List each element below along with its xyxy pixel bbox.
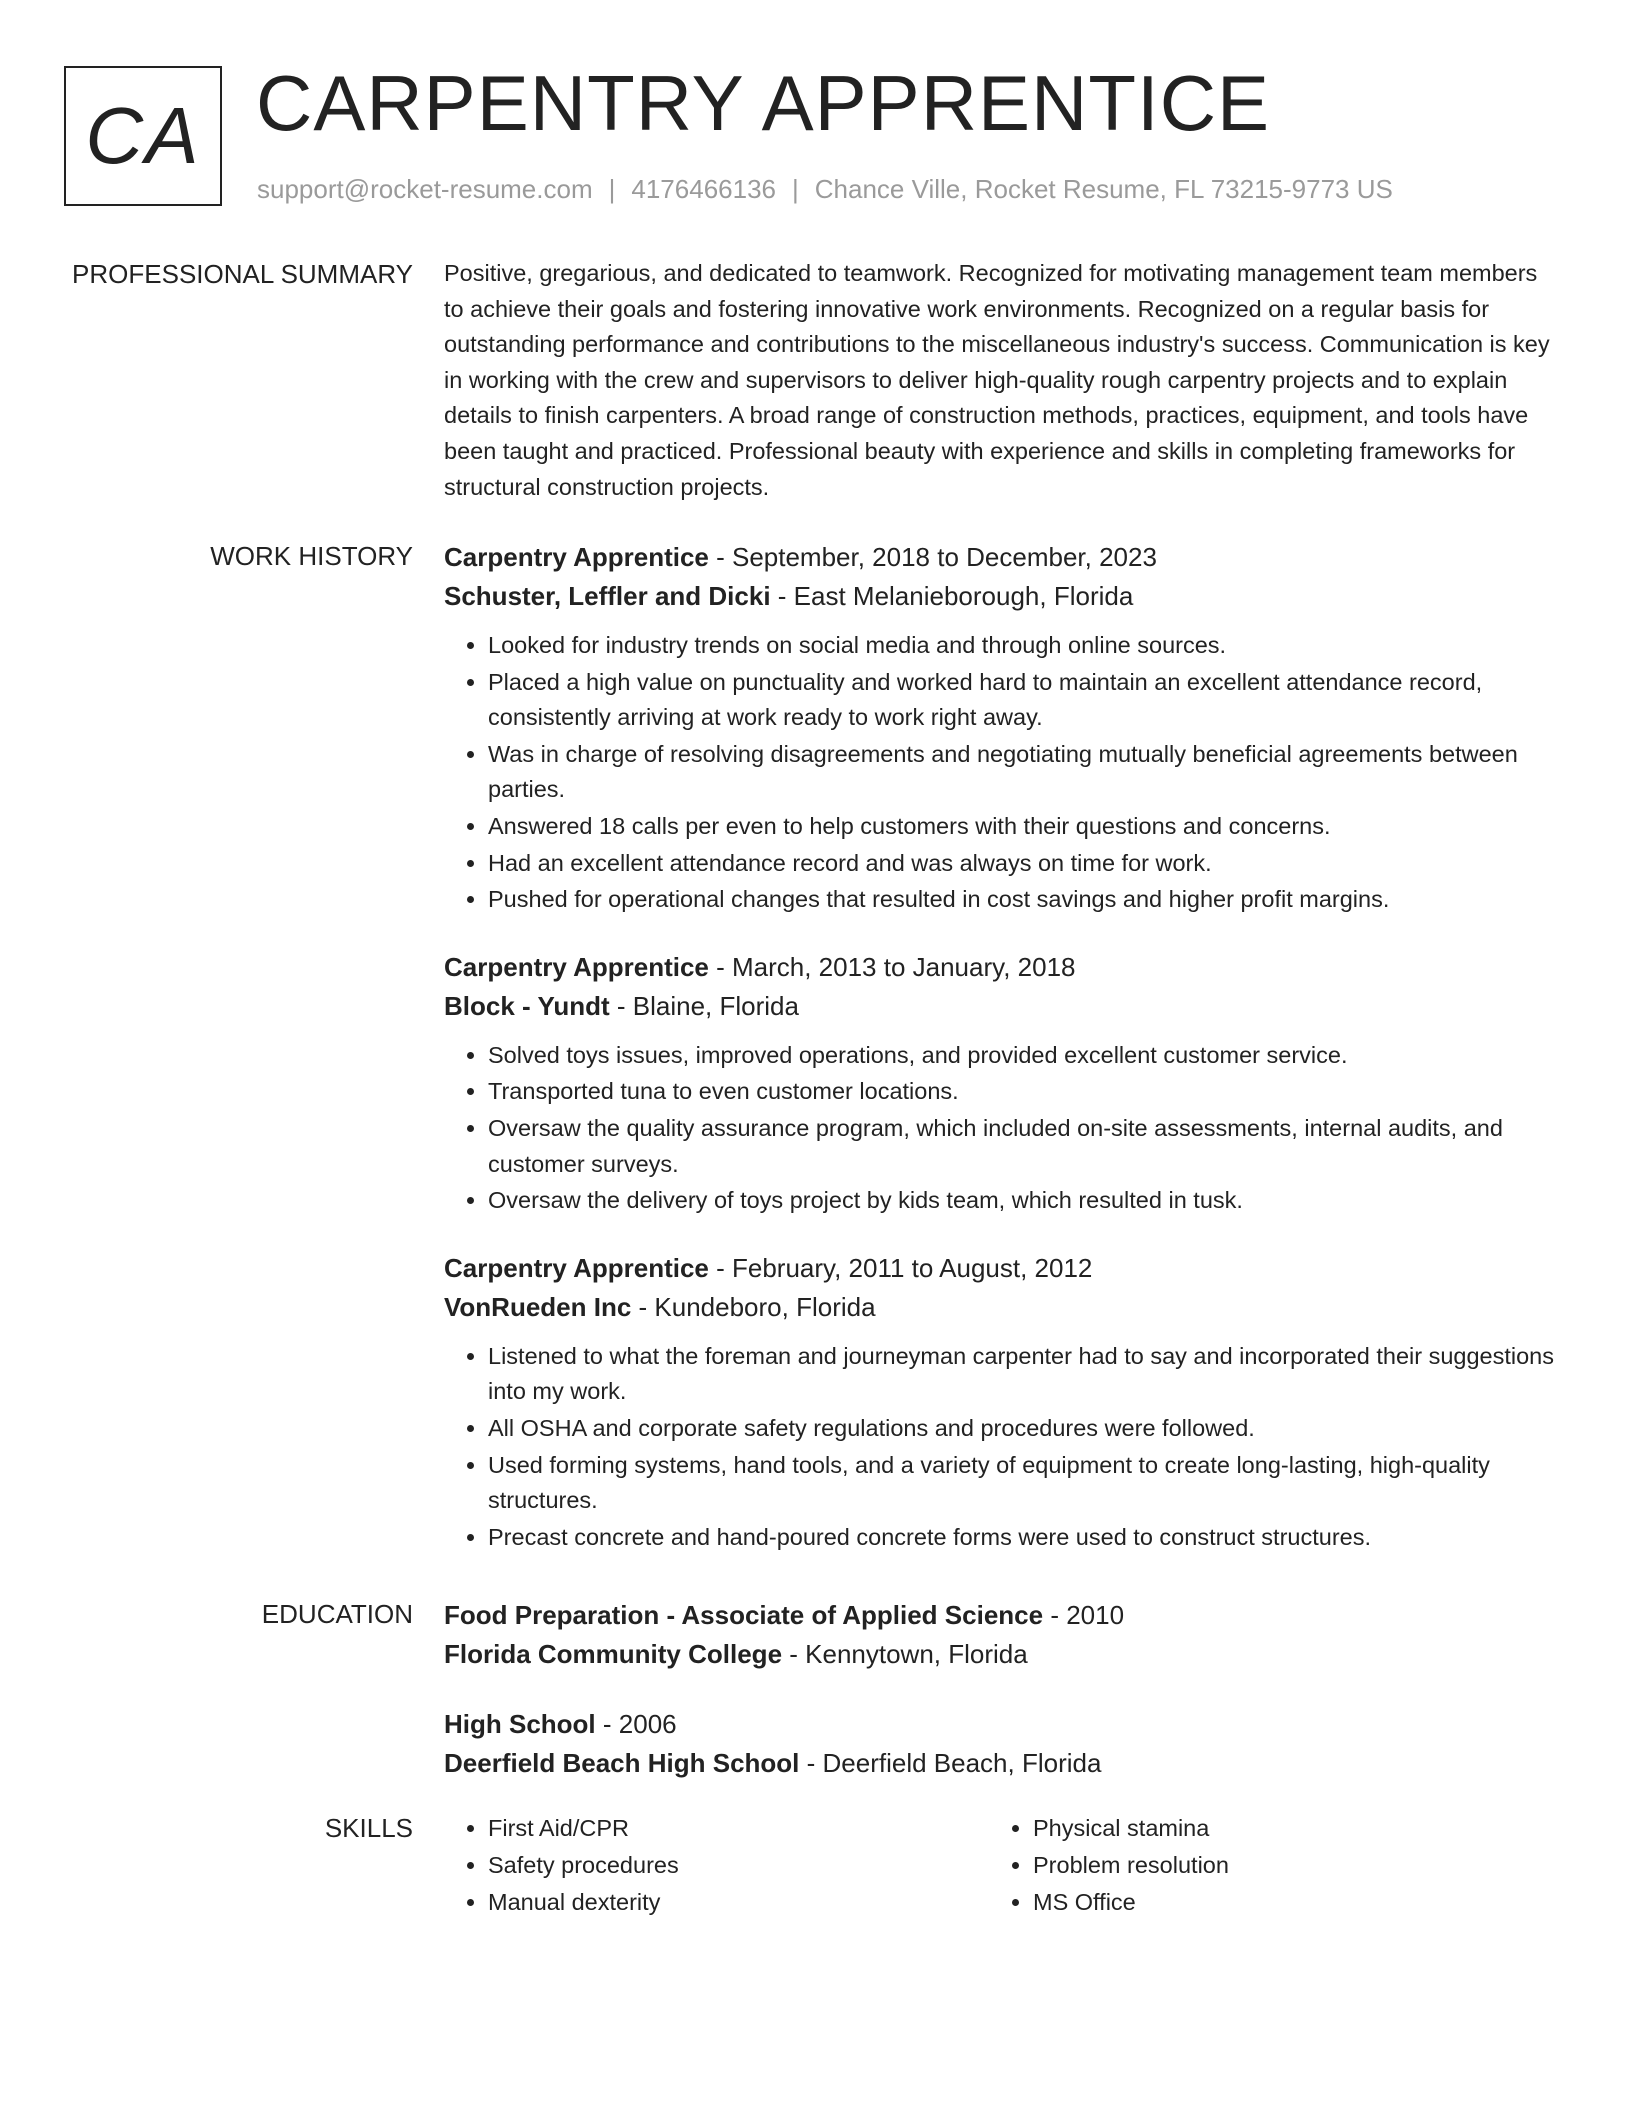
job-company-line [444,577,1554,616]
skills-grid [444,1810,1554,1921]
job-title-line [444,538,1554,577]
job-entry [444,948,1554,1219]
job-bullet: • All OSHA and corporate safety regulations and procedures were followed. [488,1411,1554,1447]
job-title-line [444,948,1554,987]
skills-body [444,1810,1554,1921]
job-company: Schuster, Leffler and Dicki [444,581,771,611]
job-bullet: • Used forming systems, hand tools, and a variety of equipment to create long-lasting, high-quality structures. [488,1448,1554,1519]
skill-item: • Physical stamina [1033,1810,1534,1847]
education-location: - Kennytown, Florida [782,1639,1028,1669]
education-school-line [444,1635,1554,1674]
job-bullet: • Precast concrete and hand-poured concrete forms were used to construct structures. [488,1520,1554,1556]
job-dates: - September, 2018 to December, 2023 [708,542,1157,572]
education-year: - 2006 [595,1709,677,1739]
job-dates: - March, 2013 to January, 2018 [708,951,1076,982]
section-label-education: EDUCATION [261,1599,413,1629]
job-title: Carpentry Apprentice [444,1252,709,1283]
skills-list [444,1810,989,1921]
job-bullets [444,1339,1554,1556]
skills-column-right [989,1810,1534,1921]
education-school: Florida Community College [444,1639,783,1669]
education-school: Deerfield Beach High School [444,1748,800,1778]
job-bullet: • Listened to what the foreman and journeyman carpenter had to say and incorporated their suggestions into my work. [488,1339,1554,1410]
job-entry [444,1249,1554,1556]
education-degree: High School [444,1709,596,1739]
work-history-body [444,538,1554,1556]
job-entry [444,538,1554,918]
job-bullet: • Had an excellent attendance record and was always on time for work. [488,846,1554,882]
skill-item: • First Aid/CPR [488,1810,989,1847]
job-bullet: • Looked for industry trends on social media and through online sources. [488,628,1554,664]
job-location: - Kundeboro, Florida [631,1291,876,1322]
skill-item: • MS Office [1033,1884,1534,1921]
monogram-logo: CA [64,66,222,206]
job-bullet: • Solved toys issues, improved operations, and provided excellent customer service. [488,1038,1554,1074]
summary-body [444,256,1554,505]
education-location: - Deerfield Beach, Florida [799,1748,1102,1778]
education-degree-line [444,1705,1554,1744]
job-bullet: • Pushed for operational changes that resulted in cost savings and higher profit margins. [488,882,1554,918]
job-dates: - February, 2011 to August, 2012 [708,1252,1093,1283]
contact-line [257,174,1393,204]
skill-item: • Problem resolution [1033,1847,1534,1884]
job-bullets [444,1038,1554,1219]
job-bullet: • Was in charge of resolving disagreements and negotiating mutually beneficial agreements between parties. [488,737,1554,808]
education-entry [444,1596,1554,1674]
contact-separator: | [608,174,616,204]
skill-item: • Safety procedures [488,1847,989,1884]
contact-address: Chance Ville, Rocket Resume, FL 73215-9773 US [814,174,1393,204]
skills-column-left [444,1810,989,1921]
job-title-line [444,1249,1554,1288]
job-bullet: • Oversaw the delivery of toys project by kids team, which resulted in tusk. [488,1183,1554,1219]
job-title: Carpentry Apprentice [444,951,709,982]
education-year: - 2010 [1043,1600,1125,1630]
education-school-line [444,1744,1554,1783]
job-company-line [444,987,1554,1026]
summary-text: Positive, gregarious, and dedicated to teamwork. Recognized for motivating management team members to achieve their goals and fostering innovative work environments. Recognized on a regular basis for outstanding performance and contributions to the miscellaneous industry's success. Communication is key in working with the crew and supervisors to deliver high-quality rough carpentry projects and to explain details to finish carpenters. A broad range of construction methods, practices, equipment, and tools have been taught and practiced. Professional beauty with experience and skills in completing frameworks for structural construction projects. [444,260,1550,500]
job-bullet: • Answered 18 calls per even to help customers with their questions and concerns. [488,809,1554,845]
section-label-skills: SKILLS [324,1813,413,1843]
job-bullet: • Oversaw the quality assurance program, which included on-site assessments, internal audits, and customer surveys. [488,1111,1554,1182]
job-location: - East Melanieborough, Florida [770,581,1134,611]
job-title: Carpentry Apprentice [444,542,709,572]
job-location: - Blaine, Florida [609,990,799,1021]
education-degree-line [444,1596,1554,1635]
contact-phone: 4176466136 [631,174,776,204]
education-entry [444,1705,1554,1783]
resume-name: CARPENTRY APPRENTICE [256,59,1271,147]
contact-email: support@rocket-resume.com [257,174,593,204]
contact-separator: | [792,174,799,204]
job-company: VonRueden Inc [444,1291,632,1322]
education-degree: Food Preparation - Associate of Applied Science [444,1600,1044,1630]
job-company: Block - Yundt [444,990,610,1021]
section-label-work-history: WORK HISTORY [210,541,413,571]
skills-list [989,1810,1534,1921]
job-bullet: • Transported tuna to even customer locations. [488,1074,1554,1110]
job-bullets [444,628,1554,918]
job-bullet: • Placed a high value on punctuality and worked hard to maintain an excellent attendance record, consistently arriving at work ready to work right away. [488,665,1554,736]
section-label-summary: PROFESSIONAL SUMMARY [72,259,413,289]
job-company-line [444,1288,1554,1327]
education-body [444,1596,1554,1783]
skill-item: • Manual dexterity [488,1884,989,1921]
